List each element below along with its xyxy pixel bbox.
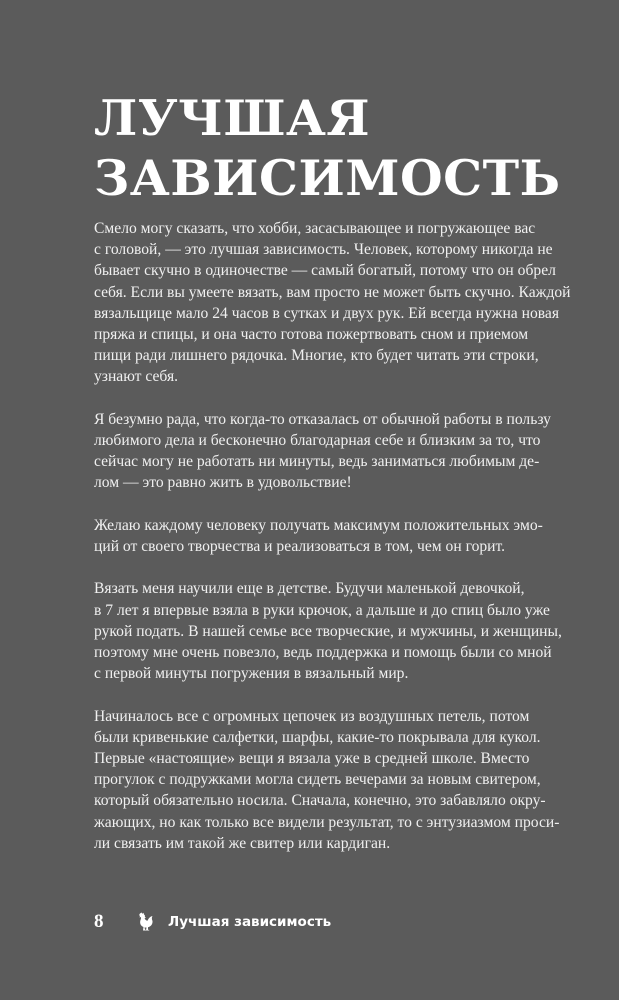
page-number: 8 [94,911,104,932]
paragraph-4 [94,578,564,684]
paragraph-2 [94,409,564,494]
text-line: с первой минуты погружения в вязальный мир. [94,665,409,683]
text-line: поэтому мне очень повезло, ведь поддержка и помощь были со мной [94,644,552,662]
text-line: Я безумно рада, что когда-то отказалась от обычной работы в пользу [94,410,551,428]
paragraph-3 [94,515,564,557]
chapter-title-line-1: ЛУЧШАЯ [94,89,371,147]
text-line: рукой подать. В нашей семье все творческие, и мужчины, и женщины, [94,622,562,640]
rooster-icon [136,912,154,932]
text-line: Желаю каждому человеку получать максимум положительных эмо- [94,516,543,534]
text-line: себя. Если вы умеете вязать, вам просто не может быть скучно. Каждой [94,283,571,301]
text-line: пищи ради лишнего рядочка. Многие, кто будет читать эти строки, [94,347,539,365]
text-line: пряжа и спицы, и она часто готова пожертвовать сном и приемом [94,326,529,344]
chapter-title [94,88,594,208]
text-line: Первые «настоящие» вещи я вязала уже в средней школе. Вместо [94,750,530,768]
text-line: Смело могу сказать, что хобби, засасывающее и погружающее вас [94,220,536,237]
text-line: были кривенькие салфетки, шарфы, какие-то покрывала для кукол. [94,728,541,746]
text-line: прогулок с подружками могла сидеть вечерами за новым свитером, [94,771,541,789]
text-line: Начиналось все с огромных цепочек из воздушных петель, потом [94,707,530,725]
text-line: Вязать меня научили еще в детстве. Будучи маленькой девочкой, [94,580,525,598]
text-line: бывает скучно в одиночестве — самый богатый, потому что он обрел [94,262,556,280]
text-line: в 7 лет я впервые взяла в руки крючок, а дальше и до спиц было уже [94,601,550,619]
text-line: любимого дела и бесконечно благодарная себе и близким за то, что [94,432,541,450]
text-line: вязальщице мало 24 часов в сутках и двух рук. Ей всегда нужна новая [94,304,560,322]
text-line: сейчас могу не работать ни минуты, ведь заниматься любимым де- [94,453,540,471]
text-line: жающих, но как только все видели результат, то с энтузиазмом проси- [94,813,560,831]
page-footer [94,910,331,934]
text-line: ций от своего творчества и реализоваться в том, чем он горит. [94,538,506,556]
body-text [94,218,571,875]
chapter-title-line-2: ЗАВИСИМОСТЬ [94,149,561,207]
paragraph-1 [94,218,571,388]
text-line: который обязательно носила. Сначала, конечно, это забавляло окру- [94,792,546,810]
text-line: ли связать им такой же свитер или кардиган. [94,834,391,852]
running-title: Лучшая зависимость [168,914,332,930]
text-line: лом — это равно жить в удовольствие! [94,474,352,492]
paragraph-5 [94,706,564,854]
text-line: узнают себя. [94,368,179,386]
text-line: с головой, — это лучшая зависимость. Человек, которому никогда не [94,241,553,259]
